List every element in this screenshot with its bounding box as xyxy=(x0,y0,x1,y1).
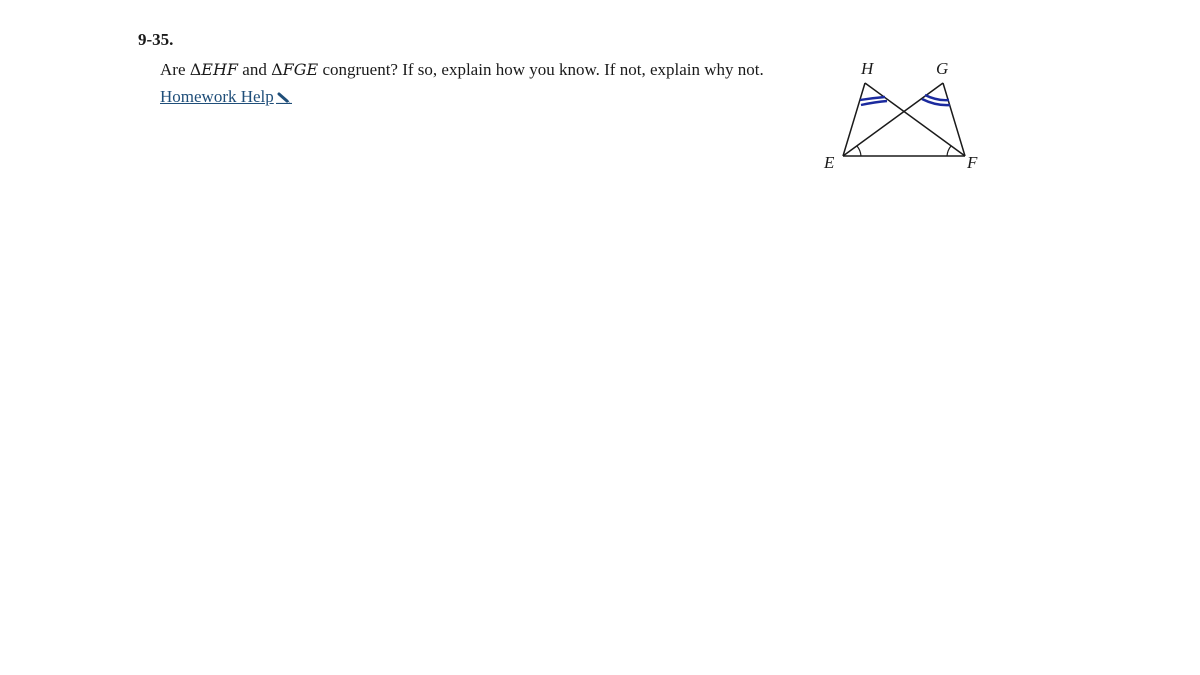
problem-number: 9-35. xyxy=(138,30,174,49)
angle-mark-e xyxy=(857,146,861,156)
label-g: G xyxy=(936,59,949,78)
angle-mark-g-outer xyxy=(925,95,949,100)
label-h: H xyxy=(861,59,874,78)
problem-statement xyxy=(160,56,800,112)
homework-help-link[interactable] xyxy=(160,87,292,106)
angle-mark-h-inner xyxy=(861,101,887,105)
segment-ge xyxy=(843,83,943,156)
text-and: and xyxy=(238,60,272,79)
triangle-fge-name: FGE xyxy=(282,60,319,79)
triangle-ehf-name: EHF xyxy=(201,60,239,79)
label-f: F xyxy=(967,153,978,172)
homework-help-label[interactable]: Homework Help xyxy=(160,87,274,106)
segment-eh xyxy=(843,83,865,156)
triangle-diagram xyxy=(815,55,995,180)
angle-mark-f xyxy=(947,146,951,156)
triangle-ehf-delta: Δ xyxy=(189,60,202,79)
segment-gf xyxy=(943,83,965,156)
pencil-icon[interactable] xyxy=(276,85,292,112)
text-before: Are xyxy=(160,60,190,79)
triangle-fge-delta: Δ xyxy=(271,60,283,79)
segment-hf xyxy=(865,83,965,156)
label-e: E xyxy=(824,153,835,172)
text-after: congruent? If so, explain how you know. If not, explain why not. xyxy=(318,60,764,79)
angle-mark-h-outer xyxy=(860,97,885,100)
triangle-fge xyxy=(271,60,318,79)
triangle-ehf xyxy=(190,60,238,79)
